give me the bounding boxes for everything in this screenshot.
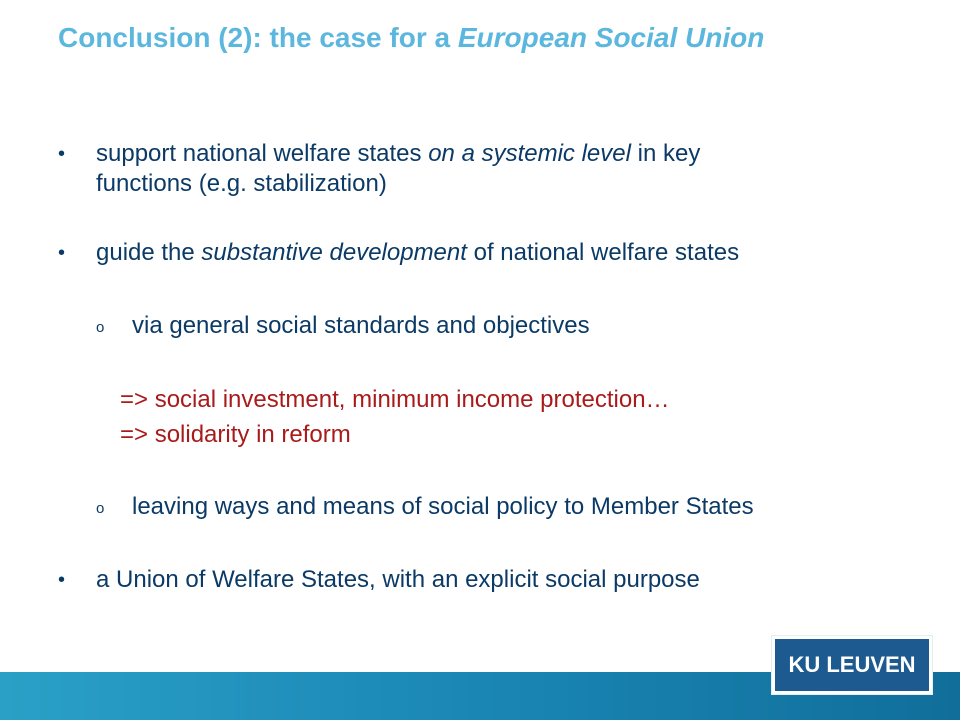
bullet-1-text-b: in key	[630, 140, 701, 167]
bullet-marker: •	[58, 569, 66, 591]
bullet-item-1	[96, 139, 896, 199]
arrow-line-1: => social investment, minimum income protection…	[120, 386, 670, 413]
ku-leuven-logo	[772, 636, 932, 694]
logo-text: KU LEUVEN	[788, 652, 916, 677]
bullet-marker: •	[58, 143, 66, 165]
sub-bullet-marker: o	[96, 500, 105, 517]
arrow-line-2: => solidarity in reform	[120, 421, 351, 448]
bullet-1-emphasis: on a systemic level	[428, 140, 631, 167]
bullet-2-text-a: guide the	[96, 239, 202, 266]
title-prefix: Conclusion (2): the case for a	[58, 22, 458, 53]
bullet-item-3: a Union of Welfare States, with an explicit social purpose	[96, 566, 700, 593]
title-emphasis: European Social Union	[457, 22, 765, 53]
bullet-2-emphasis: substantive development	[201, 239, 467, 266]
sub-bullet-item-2: leaving ways and means of social policy to Member States	[132, 493, 754, 520]
bullet-1-text-a: support national welfare states	[96, 140, 429, 167]
slide-title	[58, 22, 764, 54]
sub-bullet-marker: o	[96, 319, 105, 336]
bullet-marker: •	[58, 242, 66, 264]
bullet-2-text-b: of national welfare states	[466, 239, 740, 266]
bullet-item-2	[96, 238, 896, 268]
bullet-1-line-2: functions (e.g. stabilization)	[96, 170, 387, 197]
sub-bullet-item-1: via general social standards and objectives	[132, 312, 590, 339]
